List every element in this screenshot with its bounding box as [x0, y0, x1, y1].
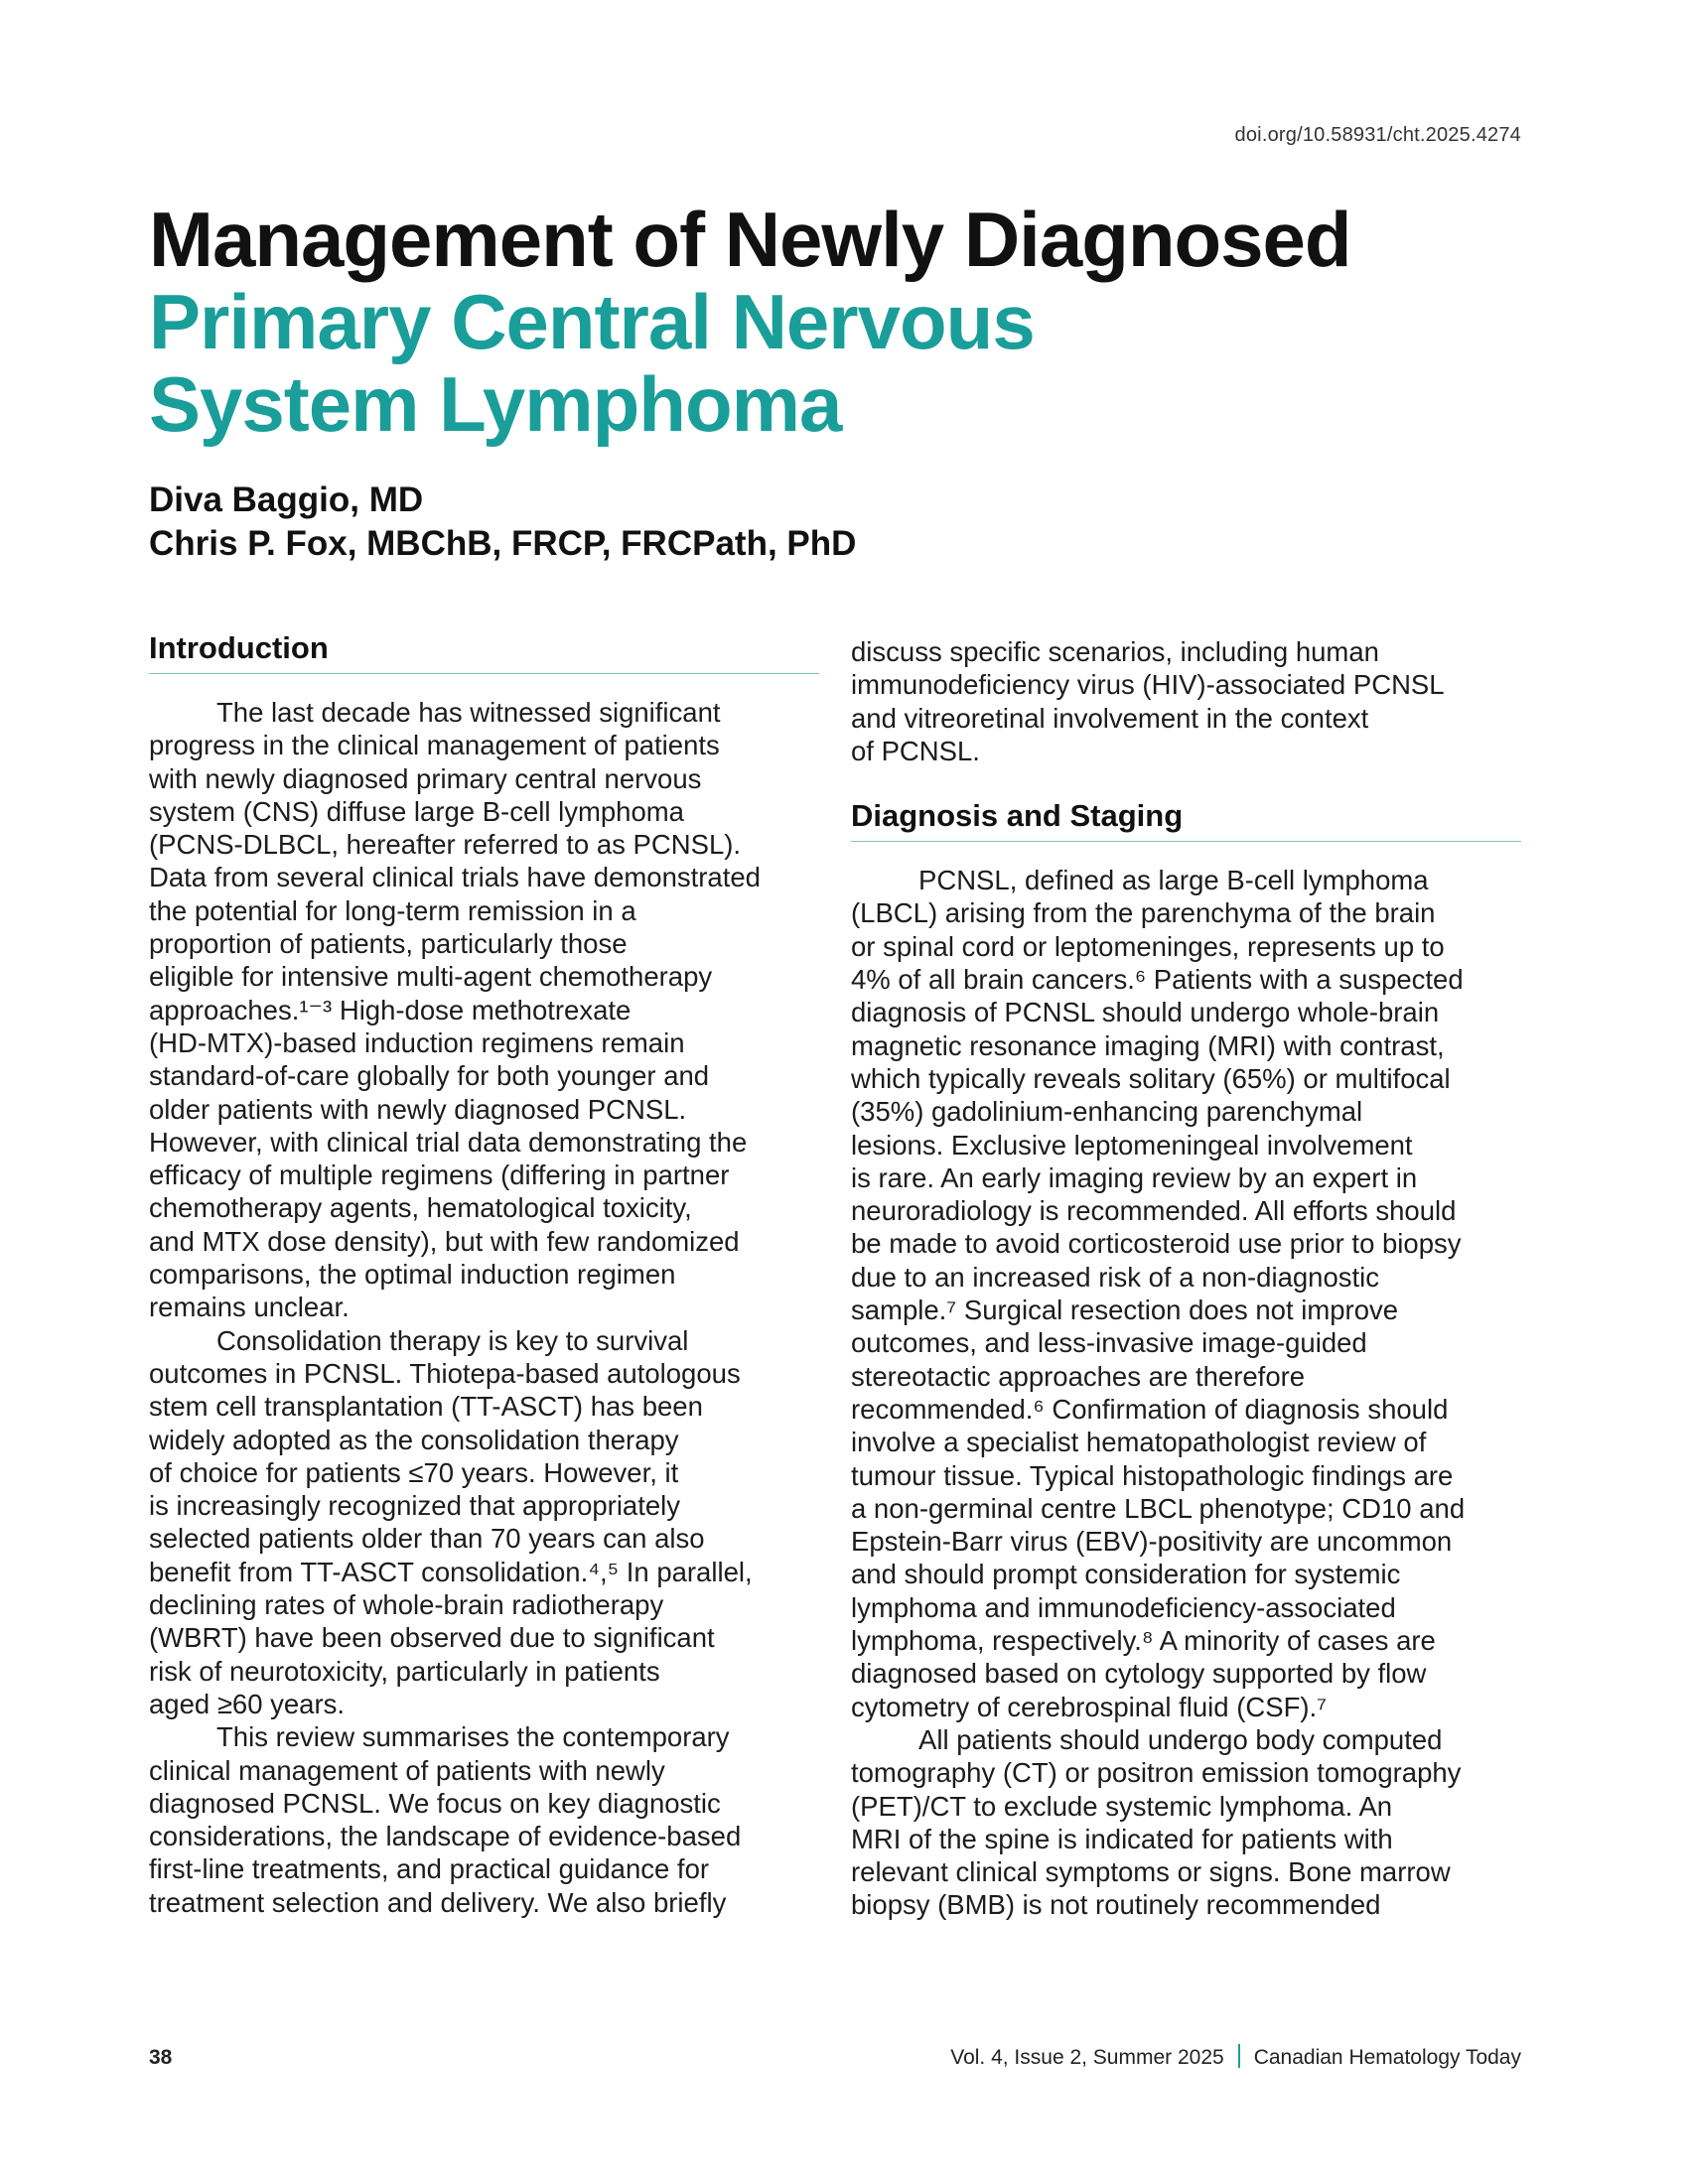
intro-paragraph-3: This review summarises the contemporary clinical management of patients with newly diagnosed PCNSL. We focus on key diagnostic considerations, the landscape of evidence-based first-line treatments, and practical guidance for treatment selection and delivery. We also briefly [149, 1721, 742, 1918]
intro-paragraph-3-continued: discuss specific scenarios, including human immunodeficiency virus (HIV)-associated PCNSL and vitreoretinal involvement in the context of PCNSL. [851, 636, 1445, 766]
author-list [149, 478, 856, 566]
title-line-1: Management of Newly Diagnosed [149, 196, 1351, 283]
left-column [149, 629, 819, 1919]
journal-info [950, 2046, 1521, 2070]
intro-paragraph-2: Consolidation therapy is key to survival outcomes in PCNSL. Thiotepa-based autologous stem cell transplantation (TT-ASCT) has been widely adopted as the consolidation therapy of choice for patients ≤70 years. However, it is increasingly recognized that appropriately selected patients older than 70 years can also benefit from TT-ASCT consolidation.⁴,⁵ In parallel, declining rates of whole-brain radiotherapy (WBRT) have been observed due to significant risk of neurotoxicity, particularly in patients aged ≥60 years. [149, 1324, 753, 1719]
doi-link[interactable]: doi.org/10.58931/cht.2025.4274 [1234, 124, 1521, 146]
right-column [851, 635, 1521, 1922]
section-heading-diagnosis: Diagnosis and Staging [851, 797, 1521, 842]
page-number: 38 [149, 2046, 173, 2069]
intro-paragraph-1: The last decade has witnessed significant progress in the clinical management of patients with newly diagnosed primary central nervous system (CNS) diffuse large B-cell lymphoma (PCNS-DLBCL, hereafter referred to as PCNSL). Data from several clinical trials have demonstrated the potential for long-term remission in a proportion of patients, particularly those eligible for intensive multi-agent chemotherapy approaches.¹⁻³ High-dose methotrexate (HD-MTX)-based induction regimens remain standard-of-care globally for both younger and older patients with newly diagnosed PCNSL. However, with clinical trial data demonstrating the efficacy of multiple regimens (differing in partner chemotherapy agents, hematological toxicity, and MTX dose density), but with few randomized comparisons, the optimal induction regimen remains unclear. [149, 697, 761, 1323]
section-heading-introduction: Introduction [149, 629, 819, 674]
title-line-2: Primary Central Nervous [149, 278, 1035, 365]
author-2: Chris P. Fox, MBChB, FRCP, FRCPath, PhD [149, 524, 857, 563]
article-title [149, 196, 1539, 448]
diagnosis-paragraph-1: PCNSL, defined as large B-cell lymphoma (LBCL) arising from the parenchyma of the brain or spinal cord or leptomeninges, represents up to 4% of all brain cancers.⁶ Patients with a suspected diagnosis of PCNSL should undergo whole-brain magnetic resonance imaging (MRI) with contrast, which typically reveals solitary (65%) or multifocal (35%) gadolinium-enhancing parenchymal lesions. Exclusive leptomeningeal involvement is rare. An early imaging review by an expert in neuroradiology is recommended. All efforts should be made to avoid corticosteroid use prior to biopsy due to an increased risk of a non-diagnostic sample.⁷ Surgical resection does not improve outcomes, and less-invasive image-guided stereotactic approaches are therefore recommended.⁶ Confirmation of diagnosis should involve a specialist hematopathologist review of tumour tissue. Typical histopathologic findings are a non-germinal centre LBCL phenotype; CD10 and Epstein-Barr virus (EBV)-positivity are uncommon and should prompt consideration for systemic lymphoma and immunodeficiency-associated lymphoma, respectively.⁸ A minority of cases are diagnosed based on cytology supported by flow cytometry of cerebrospinal fluid (CSF).⁷ [851, 865, 1466, 1722]
title-line-3: System Lymphoma [149, 360, 842, 448]
issue-info: Vol. 4, Issue 2, Summer 2025 [950, 2046, 1224, 2069]
author-1: Diva Baggio, MD [149, 480, 424, 519]
diagnosis-paragraph-2: All patients should undergo body computed tomography (CT) or positron emission tomography (PET)/CT to exclude systemic lymphoma. An MRI of the spine is indicated for patients with relevant clinical symptoms or signs. Bone marrow biopsy (BMB) is not routinely recommended [851, 1723, 1462, 1921]
journal-name: Canadian Hematology Today [1253, 2046, 1521, 2069]
footer-divider [1238, 2044, 1240, 2068]
